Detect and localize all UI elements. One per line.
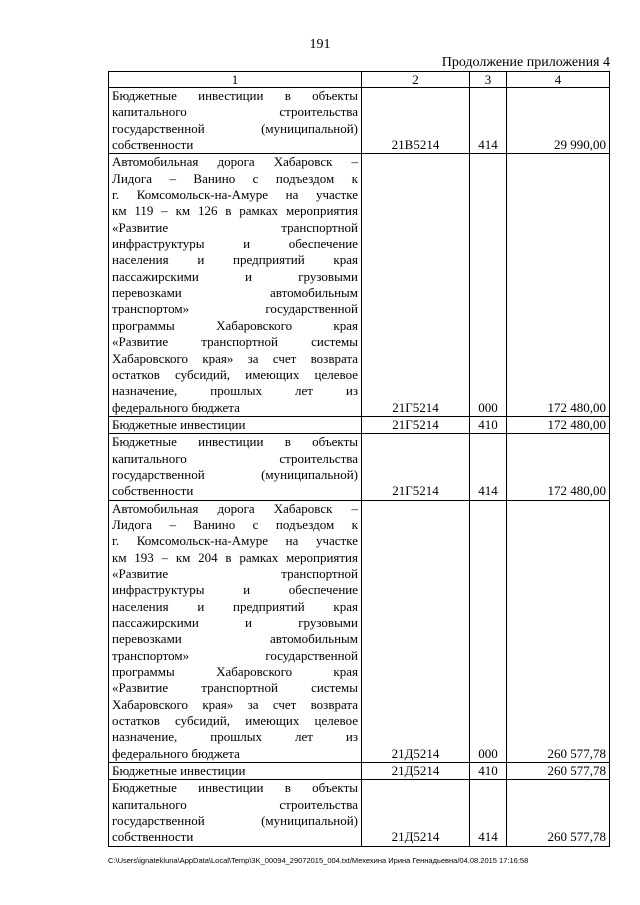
table-row <box>109 500 610 763</box>
description-line: собственности <box>112 829 194 845</box>
table-row <box>109 154 610 417</box>
description-line: км 193 – км 204 в рамках мероприятия <box>112 549 358 565</box>
row-target-code: 21Д5214 <box>362 780 470 846</box>
row-amount: 260 577,78 <box>507 780 610 846</box>
description-line: перевозками автомобильным <box>112 285 358 301</box>
description-line: государственной (муниципальной) <box>112 466 358 482</box>
description-line: собственности <box>112 483 194 499</box>
description-line: остатков субсидий, имеющих целевое <box>112 366 358 382</box>
table-row <box>109 780 610 846</box>
table-row <box>109 434 610 500</box>
description-line: инфраструктуры и обеспечение <box>112 582 358 598</box>
description-line: программы Хабаровского края <box>112 664 358 680</box>
description-line: населения и предприятий края <box>112 252 358 268</box>
appendix-continuation-label: Продолжение приложения 4 <box>441 55 610 70</box>
description-line: Лидога – Ванино с подъездом к <box>112 170 358 186</box>
description-line: «Развитие транспортной <box>112 565 358 581</box>
row-expense-type: 414 <box>470 780 507 846</box>
row-target-code: 21Д5214 <box>362 763 470 780</box>
description-line: Автомобильная дорога Хабаровск – <box>112 500 358 516</box>
description-line: федерального бюджета <box>112 399 240 415</box>
description-line: транспортом» государственной <box>112 301 358 317</box>
description-line: программы Хабаровского края <box>112 317 358 333</box>
description-line: Лидога – Ванино с подъездом к <box>112 516 358 532</box>
description-line: государственной (муниципальной) <box>112 120 358 136</box>
table-row <box>109 763 610 780</box>
row-target-code: 21Г5214 <box>362 434 470 500</box>
description-line: «Развитие транспортной <box>112 219 358 235</box>
description-line: г. Комсомольск-на-Амуре на участке <box>112 533 358 549</box>
description-line: Бюджетные инвестиции в объекты <box>112 434 358 450</box>
description-line: Бюджетные инвестиции в объекты <box>112 88 358 103</box>
row-amount: 172 480,00 <box>507 154 610 417</box>
description-line: назначение, прошлых лет из <box>112 729 358 745</box>
header-cell: 1 <box>109 72 362 88</box>
header-cell: 3 <box>470 72 507 88</box>
description-line: г. Комсомольск-на-Амуре на участке <box>112 187 358 203</box>
row-expense-type: 414 <box>470 434 507 500</box>
row-description <box>109 416 362 433</box>
page-number: 191 <box>309 37 331 52</box>
row-expense-type: 414 <box>470 88 507 154</box>
description-line: капитального строительства <box>112 450 358 466</box>
file-path-footer: C:\Users\ignatekluna\AppData\Local\Temp\3K_00094_29072015_004.txt/Мехехина Ирина Геннадьевна/04.08.2015 17:16:58 <box>108 856 529 865</box>
row-target-code: 21Г5214 <box>362 154 470 417</box>
description-line: инфраструктуры и обеспечение <box>112 236 358 252</box>
row-expense-type: 000 <box>470 154 507 417</box>
description-line: пассажирскими и грузовыми <box>112 615 358 630</box>
description-line: км 119 – км 126 в рамках мероприятия <box>112 203 358 219</box>
description-line: транспортом» государственной <box>112 647 358 663</box>
description-line: остатков субсидий, имеющих целевое <box>112 713 358 729</box>
description-line: «Развитие транспортной системы <box>112 334 358 350</box>
row-target-code: 21В5214 <box>362 88 470 154</box>
row-description <box>109 780 362 846</box>
row-expense-type: 410 <box>470 763 507 780</box>
row-amount: 172 480,00 <box>507 434 610 500</box>
row-amount: 172 480,00 <box>507 416 610 433</box>
description-line: Бюджетные инвестиции <box>112 763 246 779</box>
row-expense-type: 410 <box>470 416 507 433</box>
row-description <box>109 763 362 780</box>
description-line: Хабаровского края» за счет возврата <box>112 350 358 366</box>
table-header-row <box>109 72 610 88</box>
description-line: «Развитие транспортной системы <box>112 680 358 696</box>
description-line: населения и предприятий края <box>112 598 358 614</box>
row-description <box>109 500 362 763</box>
description-line: Бюджетные инвестиции <box>112 416 246 432</box>
description-line: Бюджетные инвестиции в объекты <box>112 780 358 796</box>
row-amount: 29 990,00 <box>507 88 610 154</box>
row-target-code: 21Г5214 <box>362 416 470 433</box>
row-amount: 260 577,78 <box>507 500 610 763</box>
description-line: Автомобильная дорога Хабаровск – <box>112 154 358 170</box>
description-line: капитального строительства <box>112 104 358 120</box>
description-line: Хабаровского края» за счет возврата <box>112 696 358 712</box>
row-description <box>109 434 362 500</box>
description-line: перевозками автомобильным <box>112 631 358 647</box>
table-row <box>109 88 610 154</box>
row-amount: 260 577,78 <box>507 763 610 780</box>
description-line: собственности <box>112 137 194 153</box>
header-cell: 4 <box>507 72 610 88</box>
budget-table <box>108 71 610 847</box>
description-line: назначение, прошлых лет из <box>112 383 358 399</box>
description-line: федерального бюджета <box>112 745 240 761</box>
header-cell: 2 <box>362 72 470 88</box>
row-description <box>109 88 362 154</box>
row-description <box>109 154 362 417</box>
row-target-code: 21Д5214 <box>362 500 470 763</box>
row-expense-type: 000 <box>470 500 507 763</box>
table-row <box>109 416 610 433</box>
description-line: пассажирскими и грузовыми <box>112 268 358 284</box>
description-line: капитального строительства <box>112 796 358 812</box>
description-line: государственной (муниципальной) <box>112 813 358 829</box>
